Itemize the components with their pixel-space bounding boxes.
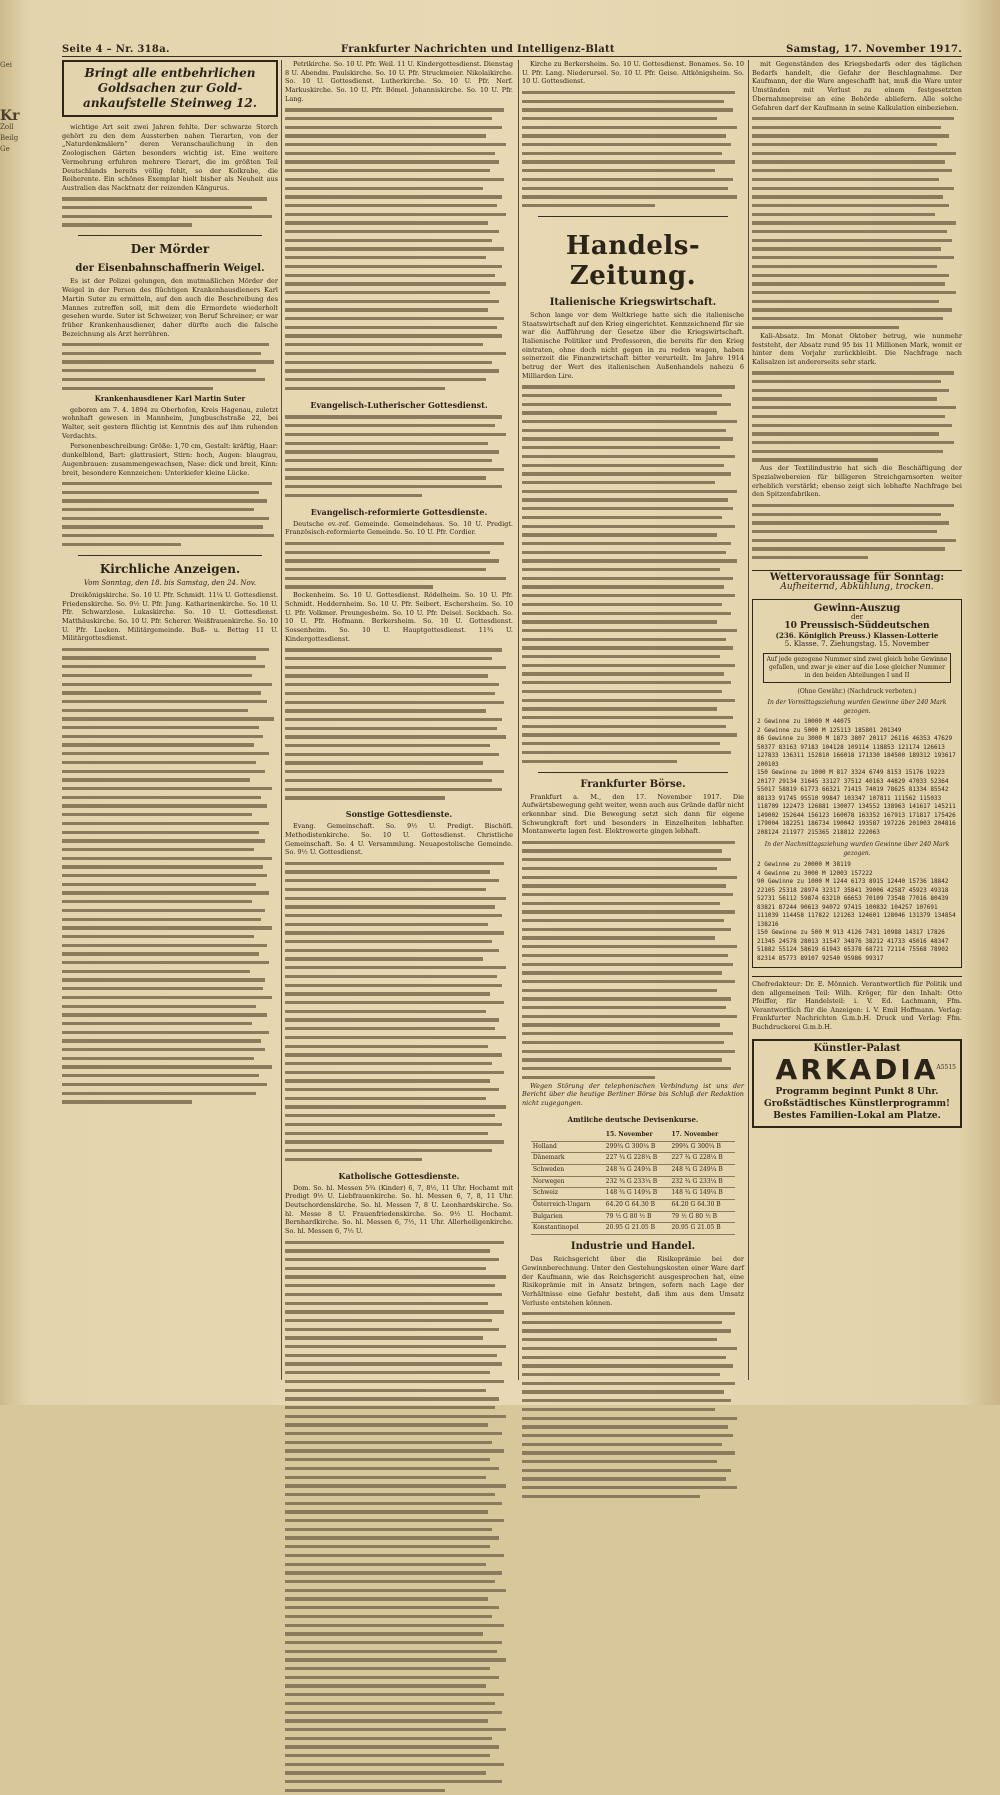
table-row <box>531 1200 735 1212</box>
strip-text: Gei <box>0 61 12 69</box>
lottery-numbers-afternoon: 2 Gewinne zu 20000 M 38119 4 Gewinne zu 3000 M 12003 157222 90 Gewinne zu 1000 M 1244 6173 8915 12440 15736 18842 22105 25318 28974 32317 35841 39006 42587 45923 49318 52731 56112 59874 63210 66653 70109 73548 77016 80439 83821 87244 90613 94072 97415 100832 104257 107691 111039 114458 117822 121263 124601 128046 131379 134854 138216 150 Gewinne zu 500 M 913 4126 7431 10988 14317 17826 21345 24578 28013 31547 34876 38212 41733 45016 48347 51882 55124 58619 61943 65378 68721 72114 75568 78902 82314 85773 89107 92540 95986 99317 <box>757 861 956 962</box>
suburb-churches-text: Bockenheim. So. 10 U. Gottesdienst. Rödelheim. So. 10 U. Pfr. Schmidt. Heddernheim. So. 10 U. Pfr. Seibert. Eschersheim. So. 10 U. Pfr. Volkmer. Preungesheim. So. 10 U. Pfr. Deisel. Seckbach. So. 10 U. Pfr. Hofmann. Berkersheim. So. 10 U. Gottesdienst. Sossenheim. So. 10 U. Hauptgottesdienst. 11¾ U. Kindergottesdienst. <box>285 591 513 643</box>
italian-economy-heading: Italienische Kriegswirtschaft. <box>549 296 717 308</box>
lutheran-heading: Evangelisch-Lutherischer Gottesdienst. <box>310 399 488 410</box>
page-header <box>62 42 962 57</box>
body-text-lines <box>285 539 513 591</box>
table-cell: 232 ¾ G 233¼ B <box>669 1176 735 1188</box>
lottery-class-info: 5. Klasse. 7. Ziehungstag. 15. November <box>784 640 930 649</box>
murder-subheadline: der Eisenbahnschaffnerin Weigel. <box>75 263 265 275</box>
lottery-numbers-morning: 2 Gewinne zu 10000 M 44075 2 Gewinne zu 5000 M 125113 185801 201349 86 Gewinne zu 3000 M 1873 3807 20117 26116 46353 47629 50377 83163 97183 104128 109114 118853 121174 126613 127833 136311 152810 166018 171330 184500 189312 193617 200103 150 Gewinne zu 1000 M 817 3324 6749 8153 15176 19223 20177 29134 31645 33127 37512 40163 44829 47033 52364 55017 58819 61773 66321 71415 74019 78625 81334 85542 88133 91745 95510 99847 103347 107811 111562 115033 118709 122473 126881 130077 134552 138963 141617 145211 149002 152644 156123 160078 163352 167913 171817 175426 179004 182251 186734 190042 193587 197226 201003 204816 208124 211977 215365 218812 222063 <box>757 718 956 836</box>
body-text-lines <box>285 646 513 803</box>
lottery-afternoon-heading: In der Nachmittagsziehung wurden Gewinne über 240 Mark gezogen. <box>764 841 950 858</box>
other-services-text: Evang. Gemeinschaft. So. 9½ U. Predigt. Bischöfl. Methodistenkirche. So. 10 U. Gottesdienst. Christliche Gemeinschaft. So. 4 U. Versammlung. Neuapostolische Gemeinde. So. 9½ U. Gottesdienst. <box>285 822 513 857</box>
table-cell: Bulgarien <box>531 1211 604 1223</box>
murder-article-text: Es ist der Polizei gelungen, den mutmaßlichen Mörder der Weigel in der Person des flüchtigen Krankenhausdieners Karl Martin Suter zu ermitteln, auf den auch die Beschreibung des Mannes zutreffen soll, mit dem die Ermordete wiederholt gesehen wurde. Suter ist Schweizer, von Beruf Schreiner; er war früher Krankenhausdiener, daher dürfte auch die falsche Bezeichnung als Arzt herrühren. <box>62 277 278 338</box>
body-text-lines <box>285 106 513 393</box>
table-row <box>531 1211 735 1223</box>
body-text-lines <box>522 1309 744 1500</box>
table-cell: 20.95 G 21.05 B <box>604 1223 670 1235</box>
church-listing-cont: Kirche zu Berkersheim. So. 10 U. Gottesdienst. Bonames. So. 10 U. Pfr. Lang. Niederursel. So. 10 U. Pfr. Geise. Altkönigsheim. So. 10 U. Gottesdienst. <box>522 60 744 86</box>
body-text-lines <box>62 479 278 549</box>
weather-forecast: Aufheiternd, Abkühlung, trocken. <box>780 581 934 592</box>
column-4 <box>752 60 962 1380</box>
gold-ad-text: Bringt alle entbehrlichen Goldsachen zur Gold-ankaufstelle Steinweg 12. <box>83 66 257 110</box>
table-cell: 299¾ G 300¼ B <box>604 1141 670 1153</box>
lottery-morning-heading: In der Vormittagsziehung wurden Gewinne über 240 Mark gezogen. <box>767 699 947 716</box>
table-header: 17. November <box>669 1130 735 1141</box>
table-cell: 148 ¾ G 149¼ B <box>669 1188 735 1200</box>
arkadia-ad-top: Künstler-Palast <box>813 1043 901 1055</box>
section-divider <box>78 235 262 236</box>
industry-heading: Industrie und Handel. <box>570 1241 696 1253</box>
italian-economy-text: Schon lange vor dem Weltkriege hatte sich die italienische Staatswirtschaft auf den Krieg eingerichtet. Kennzeichnend für sie war die Aufführung der Gesetze über die Kriegswirtschaft. Italienische Politiker und Professoren, die bereits für den Krieg eintraten, ohne doch nicht gegen in zu reden wagen, haben seinerzeit die Finanzwirtschaft bitter verurteilt. Im Jahre 1914 betrug der Wert des italienischen Außenhandels nahezu 6 Milliarden Lire. <box>522 310 744 380</box>
table-cell: Holland <box>531 1141 604 1153</box>
gold-ad <box>62 60 278 117</box>
suspect-details: geboren am 7. 4. 1894 zu Oberhofen, Kreis Hagenau, zuletzt wohnhaft gewesen in Mannheim, Jungbuschstraße 22, bei Walter, seit gestern flüchtig ist Kenntnis des auf ihm ruhenden Verdachts. <box>62 405 278 440</box>
lottery-subtitle: der <box>851 613 863 622</box>
strip-text: Beilg <box>0 134 19 142</box>
table-cell: 64.20 G 64.30 B <box>669 1200 735 1212</box>
lottery-results-box <box>752 599 962 968</box>
issue-date: Samstag, 17. November 1917. <box>786 43 962 55</box>
body-text-lines <box>752 114 962 332</box>
table-row <box>531 1176 735 1188</box>
catholic-services-text: Dom. So. hl. Messen 5¾ (Kinder) 6, 7, 8½, 11 Uhr. Hochamt mit Predigt 9½ U. Liebfrauenkirche. So. hl. Messen 6, 7, 8, 11 Uhr. Deutschordenskirche. So. hl. Messen 7, 8 U. Leonhardskirche. So. hl. Messe 8 U. Frauenfriedenskirche. So. 9½ U. Hochamt. Bernhardkirche. So. hl. Messen 6, 7½, 11 Uhr. Allerheiligenkirche. So. hl. Messen 6, 7½ U. <box>285 1183 513 1236</box>
table-cell: 64.20 G 64.30 B <box>604 1200 670 1212</box>
table-cell: Konstantinopel <box>531 1223 604 1235</box>
table-row <box>531 1153 735 1165</box>
table-header <box>531 1130 604 1141</box>
imprint: Chefredakteur: Dr. E. Mönnich. Verantwortlich für Politik und den allgemeinen Teil: Wilh. Kröger, für den Inhalt: Otto Pfeiffer, für Handelsteil: i. V. Ed. Lachmann, Ffm. Verantwortlich für die Anzeigen: i. V. Emil Hoffmann. Verlag: Frankfurter Nachrichten G.m.b.H. Druck und Verlag: Ffm. Buchdruckerei G.m.b.H. <box>752 976 962 1031</box>
table-row <box>531 1141 735 1153</box>
body-text-lines <box>285 1238 513 1795</box>
zoo-article-text: wichtige Art seit zwei Jahren fehlte. Der schwarze Storch gehört zu den dem Aussterben nahen Tierarten, von der „Naturdenkmälern“ deren Veranschaulichung in den Zoologischen Gärten besonders wichtig ist. Eine weitere Vermehrung erfuhren mehrere Tierart, die im größten Teil Deutschlands bereits völlig fehlt, so der Kolkrabe, die Reiherente. Ein schönes Exemplar hielt bisher als Neuheit aus Australien das Nacktnatz der reizenden Kängurus. <box>62 123 278 192</box>
section-divider <box>538 772 728 773</box>
table-cell: 232 ¾ G 233¼ B <box>604 1176 670 1188</box>
strip-text: Kr <box>0 108 20 124</box>
industry-text: Das Reichsgericht über die Risikoprämie bei der Gewinnberechnung. Unter den Gestehungskosten einer Ware darf der Kaufmann, wie das Reichsgericht ausgesprochen hat, eine Risikoprämie mit in Ansatz bringen, sofern nach Lage der Verhältnisse eine Gefahr besteht, daß ihm aus dem Umsatz Verluste entstehen können. <box>522 1255 744 1307</box>
strip-text: Zoll <box>0 123 14 131</box>
lottery-name-2: (236. Königlich Preuss.) Klassen-Lotterie <box>775 631 939 641</box>
stock-exchange-text: Frankfurt a. M., den 17. November 1917. Die Aufwärtsbewegung geht weiter, wenn auch aus Gründe dafür nicht erkennbar sind. Die Bewegung setzt sich dann für eigene Schwungkraft fort und besonders in Einzelheiten lebhafter. Montanwerte lagen fest. Elektrowerte gingen lebhaft. <box>522 792 744 836</box>
body-text-lines <box>285 413 513 500</box>
table-cell: Schweiz <box>531 1188 604 1200</box>
church-notices-heading: Kirchliche Anzeigen. <box>99 561 241 576</box>
table-header-row <box>531 1130 735 1141</box>
potash-sales-text: Kali-Absatz. Im Monat Oktober betrug, wie nunmehr feststeht, der Absatz rund 95 bis 11 Millionen Mark, womit er hinter dem Vorjahr zurückbleibt. Die Nachfrage nach Kalisalzen ist andererseits sehr stark. <box>752 331 962 366</box>
textile-industry-text: Aus der Textilindustrie hat sich die Beschäftigung der Spezialwebereien für billigeren Streichgarnsorten weiter erheblich verstärkt; ebenso zeigt sich lebhafte Nachfrage bei den Spitzenfabriken. <box>752 464 962 499</box>
arkadia-ad-line: Bestes Familien-Lokal am Platze. <box>773 1111 941 1122</box>
arkadia-ad-line: Großstädtisches Künstlerprogramm! <box>764 1099 950 1110</box>
suspect-heading: Krankenhausdiener Karl Martin Suter <box>94 393 246 403</box>
reformed-text: Deutsche ev.-ref. Gemeinde. Gemeindehaus. So. 10 U. Predigt. Französisch-reformierte Gemeinde. So. 10 U. Pfr. Cordier. <box>285 519 513 537</box>
arkadia-ad-code: A5515 <box>936 1064 956 1072</box>
arkadia-ad-name: ARKADIA <box>775 1053 939 1087</box>
telephone-note: Wegen Störung der telephonischen Verbindung ist uns der Bericht über die heutige Berliner Börse bis Schluß der Redaktion nicht zugegangen. <box>522 1081 744 1108</box>
murder-headline: Der Mörder <box>130 242 210 257</box>
column-rule <box>518 60 519 1380</box>
lottery-title: Gewinn-Auszug <box>813 603 901 615</box>
table-cell: 20.95 G 21.05 B <box>669 1223 735 1235</box>
body-text-lines <box>62 340 278 392</box>
table-cell: Norwegen <box>531 1176 604 1188</box>
table-row <box>531 1164 735 1176</box>
table-cell: 79 ½ G 80 ½ B <box>669 1211 735 1223</box>
lottery-name: 10 Preussisch-Süddeutschen <box>784 621 930 632</box>
table-cell: 248 ¾ G 249¼ B <box>669 1164 735 1176</box>
page-number: Seite 4 – Nr. 318a. <box>62 43 170 55</box>
catholic-heading: Katholische Gottesdienste. <box>338 1170 460 1181</box>
body-text-lines <box>752 501 962 562</box>
table-cell: Schweden <box>531 1164 604 1176</box>
column-3 <box>522 60 744 1380</box>
table-row <box>531 1188 735 1200</box>
lottery-note: Auf jede gezogene Nummer sind zwei gleich hohe Gewinne gefallen, und zwar je einer auf die Lose gleicher Nummer in den beiden Abteilungen I und II <box>763 653 951 683</box>
adjacent-page-strip <box>0 60 20 620</box>
fx-rates-table <box>531 1130 735 1235</box>
table-cell: 148 ¾ G 149¼ B <box>604 1188 670 1200</box>
table-header: 15. November <box>604 1130 670 1141</box>
table-cell: 248 ¾ G 249¼ B <box>604 1164 670 1176</box>
section-divider <box>78 555 262 556</box>
table-cell: 299¾ G 300¼ B <box>669 1141 735 1153</box>
table-row <box>531 1223 735 1235</box>
table-cell: 227 ¾ G 228¼ B <box>669 1153 735 1165</box>
body-text-lines <box>62 645 278 1106</box>
other-services-heading: Sonstige Gottesdienste. <box>345 809 453 820</box>
arkadia-ad-line: Programm beginnt Punkt 8 Uhr. <box>775 1087 939 1098</box>
strip-text: Ge <box>0 145 10 153</box>
body-text-lines <box>522 838 744 1082</box>
lottery-disclaimer: (Ohne Gewähr.) (Nachdruck verboten.) <box>797 688 917 696</box>
weather-heading: Wettervoraussage für Sonntag: <box>752 570 962 583</box>
church-notices-dates: Vom Sonntag, den 18. bis Samstag, den 24. Nov. <box>83 578 257 587</box>
body-text-lines <box>522 383 744 766</box>
suspect-description: Personenbeschreibung: Größe: 1,70 cm, Gestalt: kräftig, Haar: dunkelblond, Bart: glattrasiert, Stirn: hoch, Augen: blaugrau, Augenbrauen: zusammengewachsen, Nase: dick und breit, Kinn: breit, besondere Kennzeichen: Unterkiefer kleine Lücke. <box>62 442 278 477</box>
column-1 <box>62 60 278 1380</box>
reformed-heading: Evangelisch-reformierte Gottesdienste. <box>310 506 488 517</box>
table-cell: Österreich-Ungarn <box>531 1200 604 1212</box>
body-text-lines <box>752 369 962 465</box>
church-listing-text: Petrikirche. So. 10 U. Pfr. Weil. 11 U. Kindergottesdienst. Dienstag 8 U. Abendm. Paulskirche. So. 10 U. Pfr. Struckmeier. Nikolaikirche. So. 10 U. Gottesdienst. Lutherkirche. So. 10 U. Pfr. Nerf. Markuskirche. So. 10 U. Pfr. Bömel. Johanniskirche. So. 10 U. Pfr. Lang. <box>285 60 513 103</box>
arkadia-ad <box>752 1039 962 1128</box>
column-rule <box>748 60 749 1380</box>
body-text-lines <box>285 859 513 1164</box>
church-notices-text: Dreikönigskirche. So. 10 U. Pfr. Schmidt. 11¼ U. Gottesdienst. Friedenskirche. So. 9½ U. Pfr. Jung. Katharinenkirche. So. 10 U. Pfr. Schwarzlose. Lukaskirche. So. 10 U. Gottesdienst. Matthäuskirche. So. 10 U. Pfr. Scherer. Weißfrauenkirche. So. 10 U. Pfr. Lueken. Militärgemeinde. Buß- u. Bettag 11 U. Militärgottesdienst. <box>62 590 278 643</box>
risk-premium-cont: mit Gegenständen des Kriegsbedarfs oder des täglichen Bedarfs handelt, die Gefahr der Beschlagnahme. Der Kaufmann, der die Ware angeschafft hat, muß die Ware unter Umständen mit Verlust zu einem festgesetzten Übernahmepreise an eine Behörde abliefern. Alle solche Gefahren darf der Kaufmann in seine Kalkulation einbeziehen. <box>752 60 962 112</box>
table-cell: 79 ½ G 80 ½ B <box>604 1211 670 1223</box>
table-cell: Dänemark <box>531 1153 604 1165</box>
business-section-title: Handels-Zeitung. <box>565 230 701 291</box>
column-rule <box>281 60 282 1380</box>
fx-table-title: Amtliche deutsche Devisenkurse. <box>567 1114 699 1124</box>
body-text-lines <box>62 195 278 230</box>
body-text-lines <box>522 88 744 210</box>
masthead-title: Frankfurter Nachrichten und Intelligenz-Blatt <box>340 43 615 55</box>
table-cell: 227 ¾ G 228¼ B <box>604 1153 670 1165</box>
column-2 <box>285 60 513 1380</box>
stock-exchange-heading: Frankfurter Börse. <box>580 778 686 790</box>
section-divider <box>538 216 728 217</box>
